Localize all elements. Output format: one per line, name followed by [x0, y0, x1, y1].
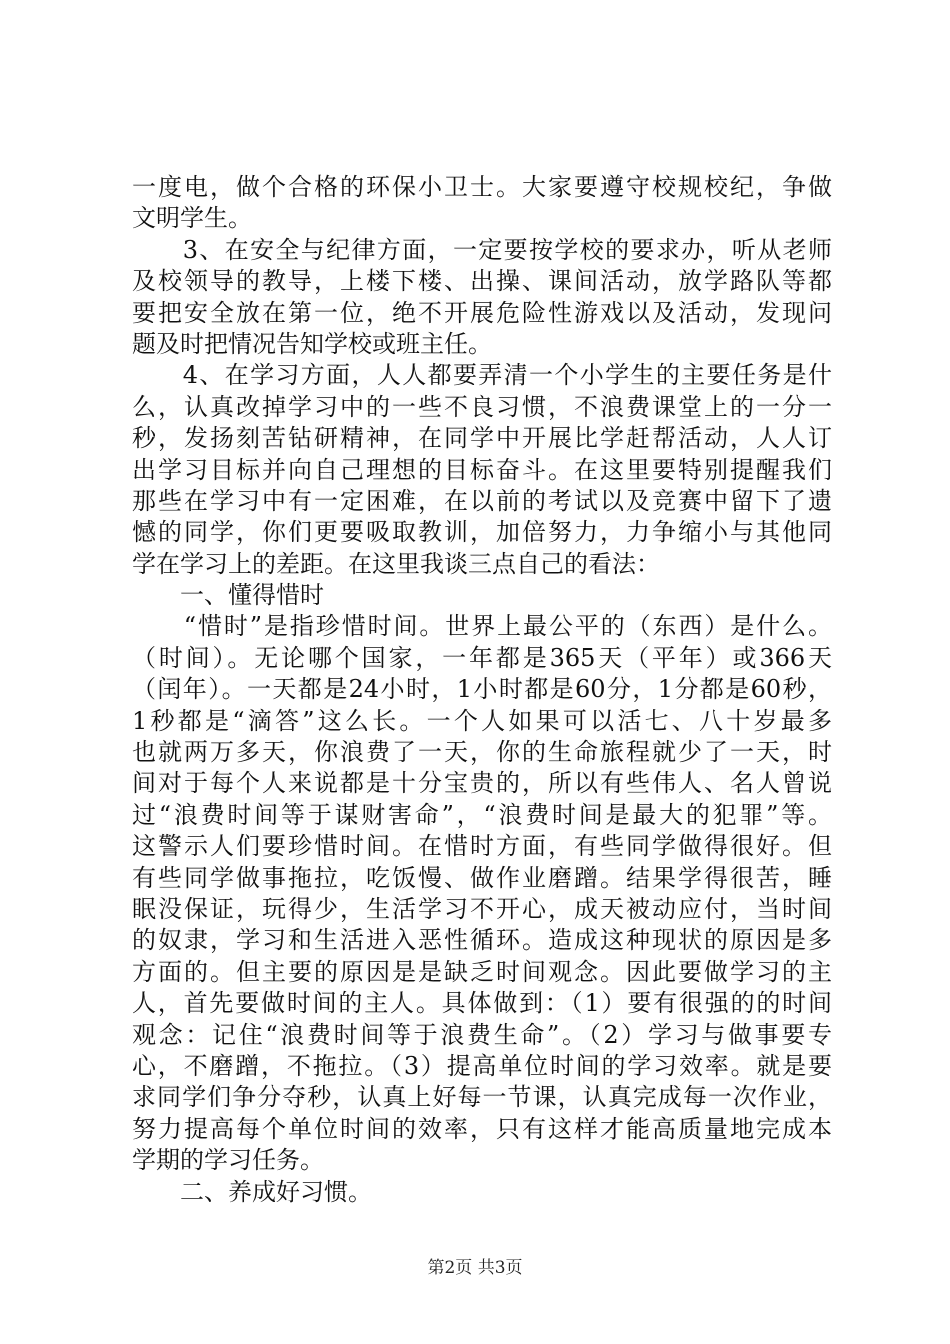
text-line: 及校领导的教导，上楼下楼、出操、课间活动，放学路队等都 — [132, 267, 832, 296]
document-body — [132, 172, 832, 1208]
text-line: （闰年）。一天都是24小时，1小时都是60分，1分都是60秒， — [132, 675, 832, 704]
text-line: 1秒都是“滴答”这么长。一个人如果可以活七、八十岁最多 — [132, 706, 832, 735]
text-line: 有些同学做事拖拉，吃饭慢、做作业磨蹭。结果学得很苦，睡 — [132, 863, 832, 892]
text-line: 求同学们争分夺秒，认真上好每一节课，认真完成每一次作业， — [132, 1083, 832, 1112]
text-line: 出学习目标并向自己理想的目标奋斗。在这里要特别提醒我们 — [132, 455, 832, 484]
text-line: 3、在安全与纪律方面，一定要按学校的要求办，听从老师 — [132, 235, 832, 264]
text-line: 的奴隶，学习和生活进入恶性循环。造成这种现状的原因是多 — [132, 926, 832, 955]
text-line: 题及时把情况告知学校或班主任。 — [132, 329, 492, 358]
text-line: 么，认真改掉学习中的一些不良习惯，不浪费课堂上的一分一 — [132, 392, 832, 421]
text-line: 文明学生。 — [132, 204, 252, 233]
page-number: 第2页 共3页 — [427, 1258, 523, 1278]
text-line: 学在学习上的差距。在这里我谈三点自己的看法： — [132, 549, 660, 578]
text-line: 二、养成好习惯。 — [132, 1177, 372, 1206]
text-line: 要把安全放在第一位，绝不开展危险性游戏以及活动，发现问 — [132, 298, 832, 327]
text-line: 4、在学习方面，人人都要弄清一个小学生的主要任务是什 — [132, 361, 832, 390]
text-line: 人，首先要做时间的主人。具体做到：（1）要有很强的的时间 — [132, 989, 832, 1018]
text-line: 一度电，做个合格的环保小卫士。大家要遵守校规校纪，争做 — [132, 173, 832, 201]
text-line: 学期的学习任务。 — [132, 1146, 324, 1175]
text-line: 眠没保证，玩得少，生活学习不开心，成天被动应付，当时间 — [132, 894, 832, 923]
text-line: 方面的。但主要的原因是是缺乏时间观念。因此要做学习的主 — [132, 957, 832, 986]
page-footer — [0, 1258, 950, 1278]
text-line: “惜时”是指珍惜时间。世界上最公平的（东西）是什么。 — [132, 612, 832, 641]
text-line: 观念：记住“浪费时间等于浪费生命”。（2）学习与做事要专 — [132, 1020, 832, 1049]
text-line: （时间）。无论哪个国家，一年都是365天（平年）或366天 — [132, 643, 832, 672]
text-line: 那些在学习中有一定困难，在以前的考试以及竞赛中留下了遗 — [132, 486, 832, 515]
text-line: 间对于每个人来说都是十分宝贵的，所以有些伟人、名人曾说 — [132, 769, 832, 798]
text-line: 心，不磨蹭，不拖拉。（3）提高单位时间的学习效率。就是要 — [132, 1051, 832, 1080]
text-line: 过“浪费时间等于谋财害命”，“浪费时间是最大的犯罪”等。 — [132, 800, 832, 829]
text-line: 憾的同学，你们更要吸取教训，加倍努力，力争缩小与其他同 — [132, 518, 832, 547]
text-line: 一、懂得惜时 — [132, 581, 324, 610]
text-line: 努力提高每个单位时间的效率，只有这样才能高质量地完成本 — [132, 1114, 832, 1143]
text-line: 秒，发扬刻苦钻研精神，在同学中开展比学赶帮活动，人人订 — [132, 424, 832, 453]
text-line: 这警示人们要珍惜时间。在惜时方面，有些同学做得很好。但 — [132, 832, 832, 861]
text-line: 也就两万多天，你浪费了一天，你的生命旅程就少了一天，时 — [132, 738, 832, 767]
